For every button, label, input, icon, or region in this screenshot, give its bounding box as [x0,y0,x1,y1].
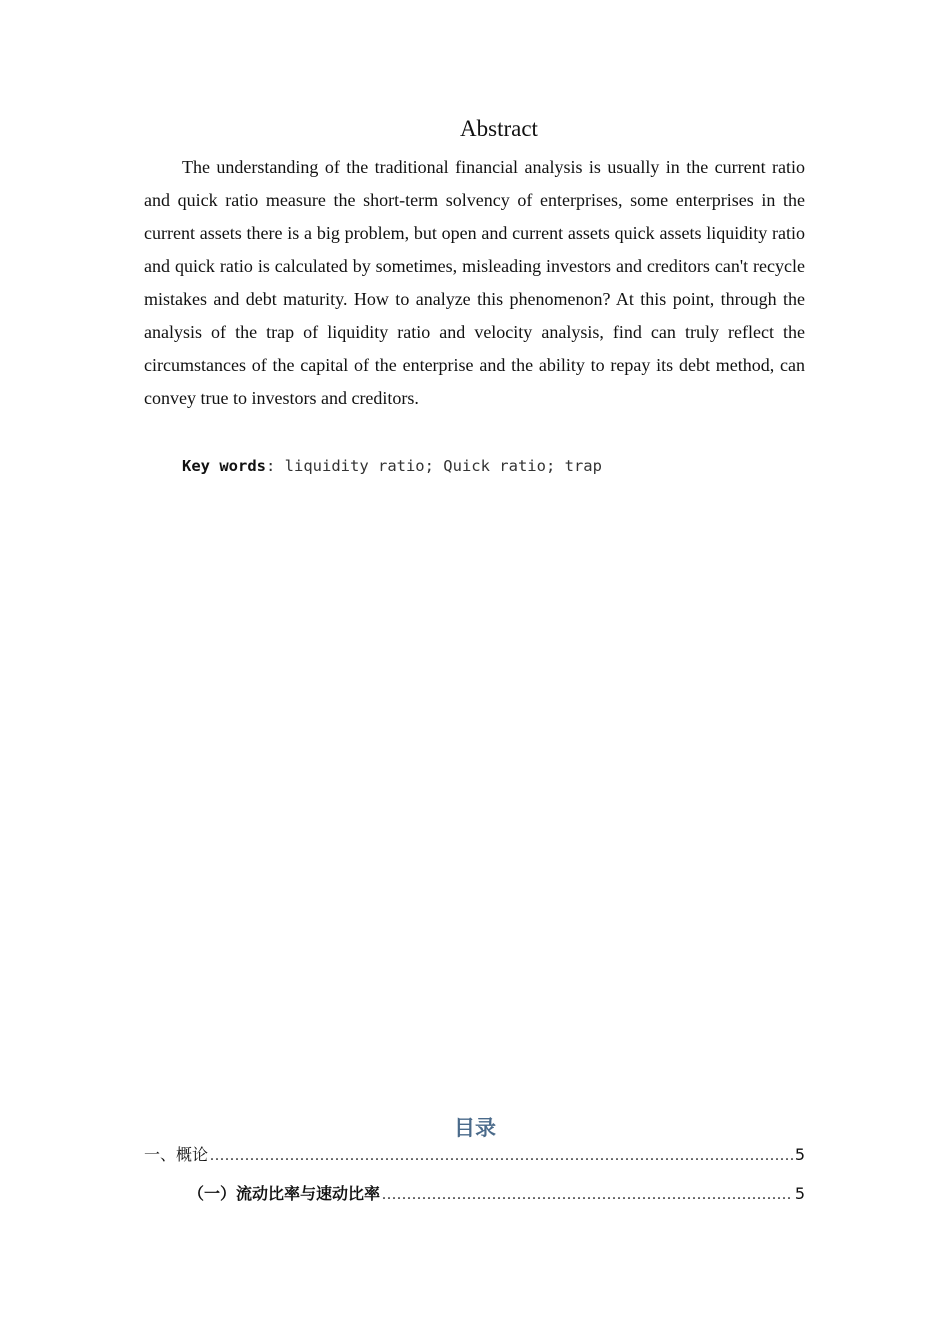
abstract-title: Abstract [460,116,538,141]
toc-entry-page: 5 [794,1184,805,1203]
toc-entry-page: 5 [794,1145,805,1164]
toc-entry[interactable] [144,1143,805,1168]
abstract-body: The understanding of the traditional financial analysis is usually in the current ratio and quick ratio measure the short-term solvency of enterprises, some enterprises in the current assets there is a big problem, but open and current assets quick assets liquidity ratio and quick ratio is calculated by sometimes, misleading investors and creditors can't recycle mistakes and debt maturity. How to analyze this phenomenon? At this point, through the analysis of the trap of liquidity ratio and velocity analysis, find can truly reflect the circumstances of the capital of the enterprise and the ability to repay its debt method, can convey true to investors and creditors. [144,157,805,408]
keywords-line [182,452,602,480]
toc-dot-leader [210,1144,793,1168]
toc-entry[interactable] [188,1182,805,1207]
toc-dot-leader [382,1183,793,1207]
keywords-label: Key words [182,457,266,475]
toc-entry-label: （一）流动比率与速动比率 [188,1184,381,1203]
toc-title: 目录 [454,1116,496,1140]
keywords-text: : liquidity ratio; Quick ratio; trap [266,457,602,475]
toc-entry-label: 一、概论 [144,1145,209,1164]
